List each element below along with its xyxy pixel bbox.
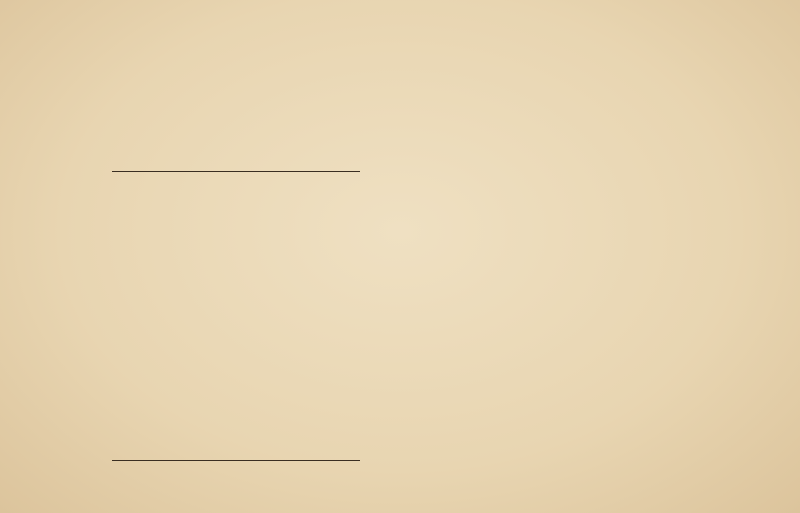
scale-diagram xyxy=(360,140,560,470)
table-bottom-rule xyxy=(112,460,360,461)
table-top-rule xyxy=(112,171,360,172)
